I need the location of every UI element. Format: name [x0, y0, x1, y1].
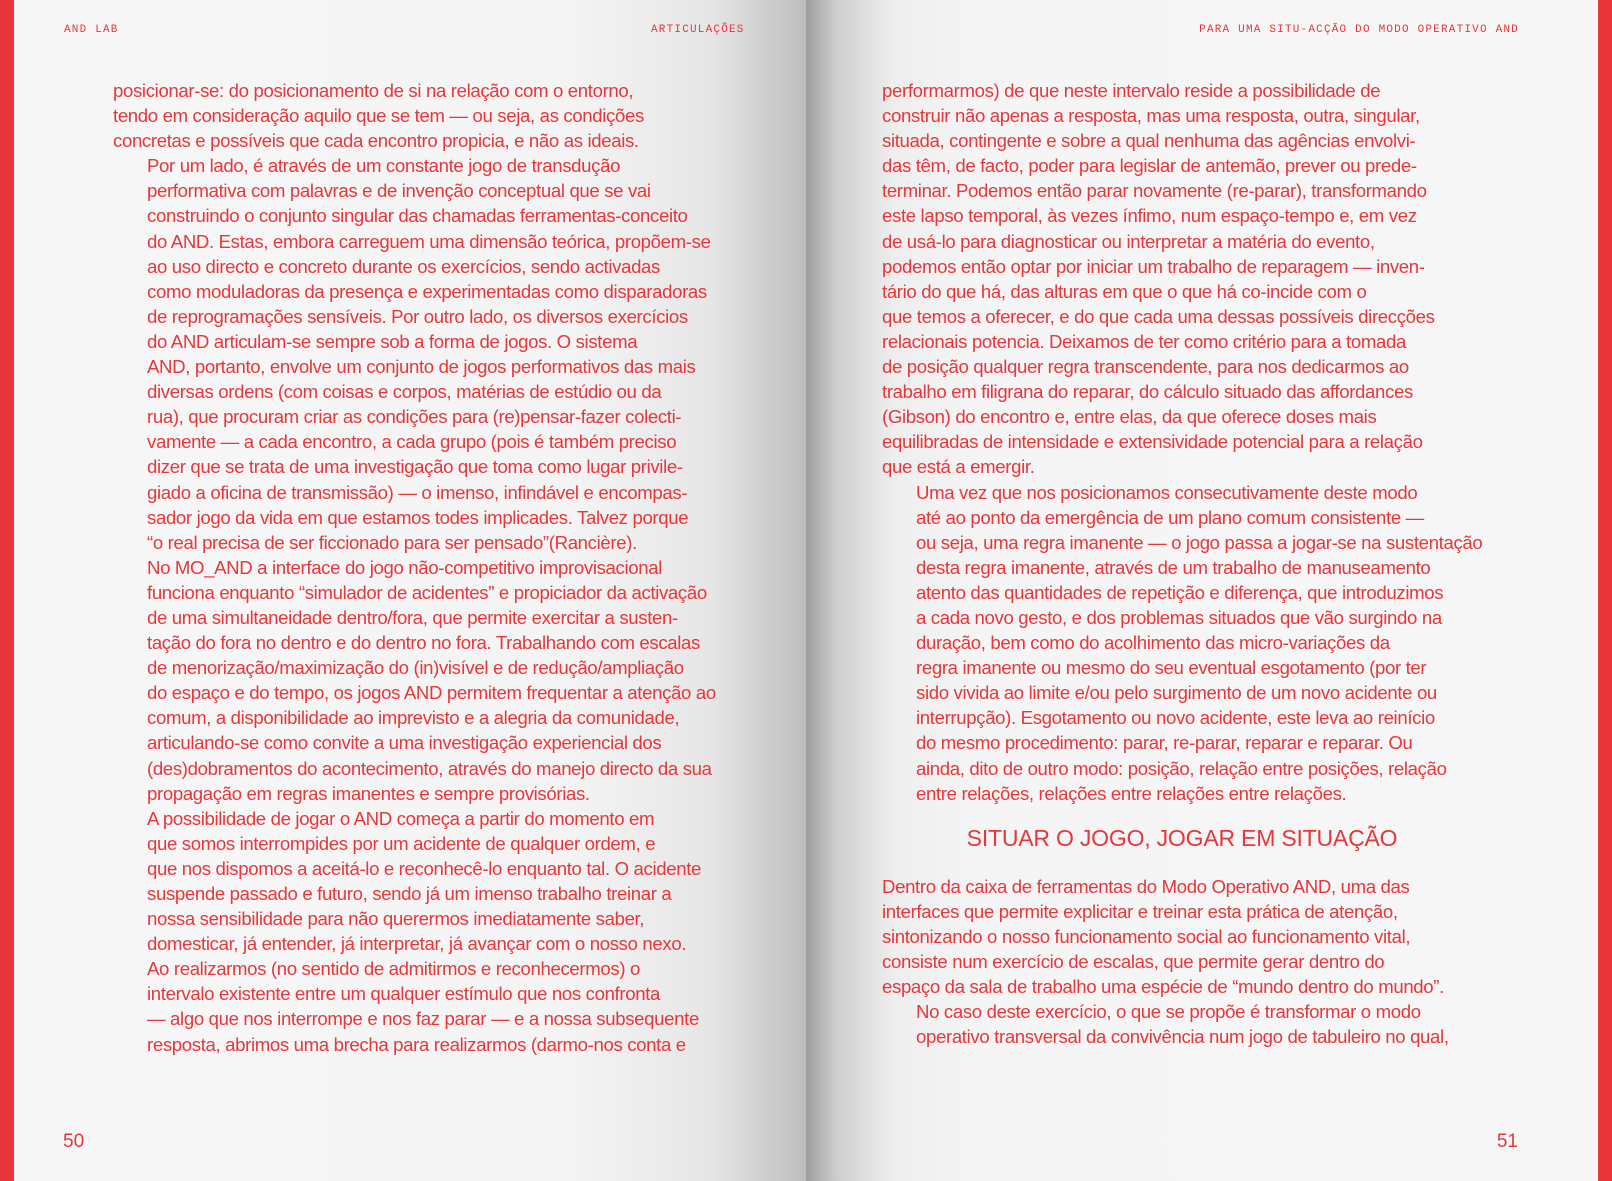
paragraph — [113, 153, 713, 555]
text-line: do AND. Estas, embora carreguem uma dimensão teórica, propõem-se — [147, 230, 711, 252]
paragraph — [882, 480, 1482, 806]
text-line: a cada novo gesto, e dos problemas situados que vão surgindo na — [916, 606, 1442, 628]
text-line: tendo em consideração aquilo que se tem — ou seja, as condições — [113, 105, 644, 127]
text-line: (des)dobramentos do acontecimento, através do manejo directo da sua — [147, 757, 712, 779]
section-heading: SITUAR O JOGO, JOGAR EM SITUAÇÃO — [966, 824, 1398, 851]
right-page — [806, 0, 1598, 1181]
text-line: vamente — a cada encontro, a cada grupo (pois é também preciso — [147, 431, 677, 453]
text-line: Dentro da caixa de ferramentas do Modo Operativo AND, uma das — [882, 875, 1410, 897]
right-body-text — [882, 78, 1482, 1049]
text-line: diversas ordens (com coisas e corpos, matérias de estúdio ou da — [147, 381, 662, 403]
text-line: que nos dispomos a aceitá-lo e reconhecê-lo enquanto tal. O acidente — [147, 857, 702, 879]
text-line: A possibilidade de jogar o AND começa a partir do momento em — [147, 807, 655, 829]
running-header-right: PARA UMA SITU-ACÇÃO DO MODO OPERATIVO AND — [1199, 24, 1519, 36]
text-line: intervalo existente entre um qualquer estímulo que nos confronta — [147, 983, 661, 1005]
text-line: como moduladoras da presença e experimentadas como disparadoras — [147, 280, 707, 302]
text-line: funciona enquanto “simulador de acidentes” e propiciador da activação — [147, 581, 707, 603]
text-line: de uma simultaneidade dentro/fora, que permite exercitar a susten- — [147, 606, 678, 628]
page-number-left: 50 — [63, 1131, 85, 1152]
text-line: do AND articulam-se sempre sob a forma de jogos. O sistema — [147, 330, 638, 352]
text-line: interrupção). Esgotamento ou novo acidente, este leva ao reinício — [916, 707, 1435, 729]
page-number-right: 51 — [1496, 1131, 1518, 1152]
text-line: consiste num exercício de escalas, que permite gerar dentro do — [882, 951, 1385, 972]
text-line: de menorização/maximização do (in)visível e de redução/ampliação — [147, 657, 684, 679]
text-line: trabalho em filigrana do reparar, do cálculo situado das affordances — [882, 381, 1413, 403]
text-line: terminar. Podemos então parar novamente (re-parar), transformando — [882, 180, 1427, 202]
text-line: rua), que procuram criar as condições para (re)pensar-fazer colecti- — [147, 406, 682, 428]
text-line: situada, contingente e sobre a qual nenhuma das agências envolvi- — [882, 130, 1416, 152]
text-line: de posição qualquer regra transcendente, para nos dedicarmos ao — [882, 356, 1409, 378]
text-line: AND, portanto, envolve um conjunto de jogos performativos das mais — [147, 356, 696, 378]
text-line: domesticar, já entender, já interpretar, já avançar com o nosso nexo. — [147, 933, 687, 955]
text-line: concretas e possíveis que cada encontro propicia, e não as ideais. — [113, 130, 639, 152]
text-line: No caso deste exercício, o que se propõe é transformar o modo — [916, 1001, 1421, 1023]
text-line: Ao realizarmos (no sentido de admitirmos e reconhecermos) o — [147, 958, 640, 980]
text-line: atento das quantidades de repetição e diferença, que introduzimos — [916, 581, 1444, 603]
text-line: ainda, dito de outro modo: posição, relação entre posições, relação — [916, 757, 1447, 779]
text-line: espaço da sala de trabalho uma espécie de “mundo dentro do mundo”. — [882, 976, 1444, 998]
text-line: do espaço e do tempo, os jogos AND permitem frequentar a atenção ao — [147, 682, 716, 704]
text-line: dizer que se trata de uma investigação que toma como lugar privile- — [147, 456, 683, 478]
text-line: construir não apenas a resposta, mas uma resposta, outra, singular, — [882, 105, 1420, 127]
left-page — [14, 0, 806, 1181]
text-line: giado a oficina de transmissão) — o imenso, infindável e encompas- — [147, 481, 688, 503]
text-line: equilibradas de intensidade e extensividade potencial para a relação — [882, 431, 1423, 453]
text-line: desta regra imanente, através de um trabalho de manuseamento — [916, 556, 1431, 578]
text-line: tação do fora no dentro e do dentro no fora. Trabalhando com escalas — [147, 632, 700, 654]
text-line: ao uso directo e concreto durante os exercícios, sendo activadas — [147, 255, 660, 277]
text-line: (Gibson) do encontro e, entre elas, da que oferece doses mais — [882, 406, 1377, 428]
text-line: resposta, abrimos uma brecha para realizarmos (darmo-nos conta e — [147, 1033, 686, 1055]
text-line: performarmos) de que neste intervalo reside a possibilidade de — [882, 80, 1381, 101]
text-line: nossa sensibilidade para não querermos imediatamente saber, — [147, 908, 645, 930]
right-paragraphs-after — [882, 874, 1482, 1050]
text-line: Por um lado, é através de um constante jogo de transdução — [147, 155, 621, 177]
text-line: regra imanente ou mesmo do seu eventual esgotamento (por ter — [916, 657, 1427, 679]
text-line: No MO_AND a interface do jogo não-competitivo improvisacional — [147, 556, 663, 578]
text-line: performativa com palavras e de invenção conceptual que se vai — [147, 180, 651, 202]
text-line: duração, bem como do acolhimento das micro-variações da — [916, 632, 1390, 654]
text-line: que está a emergir. — [882, 456, 1035, 478]
text-line: tário do que há, das alturas em que o que há co-incide com o — [882, 280, 1367, 302]
text-line: sador jogo da vida em que estamos todes implicades. Talvez porque — [147, 506, 689, 528]
running-header-section: ARTICULAÇÕES — [651, 24, 745, 36]
paragraph — [882, 874, 1482, 999]
text-line: podemos então optar por iniciar um trabalho de reparagem — inven- — [882, 255, 1425, 277]
text-line: propagação em regras imanentes e sempre provisórias. — [147, 782, 590, 804]
text-line: que temos a oferecer, e do que cada uma dessas possíveis direcções — [882, 305, 1435, 327]
text-line: do mesmo procedimento: parar, re-parar, reparar e reparar. Ou — [916, 732, 1413, 754]
text-line: operativo transversal da convivência num jogo de tabuleiro no qual, — [916, 1026, 1449, 1048]
right-paragraphs-before — [882, 78, 1482, 806]
text-line: Uma vez que nos posicionamos consecutivamente deste modo — [916, 481, 1418, 503]
text-line: sido vivida ao limite e/ou pelo surgimento de um novo acidente ou — [916, 682, 1437, 704]
text-line: até ao ponto da emergência de um plano comum consistente — — [916, 506, 1424, 528]
paragraph — [113, 555, 716, 806]
text-line: que somos interrompides por um acidente de qualquer ordem, e — [147, 832, 656, 854]
text-line: este lapso temporal, às vezes ínfimo, num espaço-tempo e, em vez — [882, 205, 1417, 227]
text-line: “o real precisa de ser ficcionado para ser pensado”(Rancière). — [147, 531, 637, 553]
text-line: construindo o conjunto singular das chamadas ferramentas-conceito — [147, 205, 688, 227]
text-line: comum, a disponibilidade ao imprevisto e a alegria da comunidade, — [147, 707, 680, 729]
paragraph — [113, 806, 713, 1057]
left-body-text — [113, 78, 716, 1057]
text-line: sintonizando o nosso funcionamento social ao funcionamento vital, — [882, 925, 1411, 947]
paragraph — [882, 999, 1482, 1049]
book-spread — [14, 0, 1598, 1181]
text-line: interfaces que permite explicitar e treinar esta prática de atenção, — [882, 900, 1398, 922]
text-line: de usá-lo para diagnosticar ou interpretar a matéria do evento, — [882, 230, 1375, 252]
paragraph — [882, 78, 1482, 480]
paragraph — [113, 78, 713, 153]
text-line: entre relações, relações entre relações entre relações. — [916, 782, 1347, 804]
text-line: relacionais potencia. Deixamos de ter como critério para a tomada — [882, 330, 1406, 352]
text-line: suspende passado e futuro, sendo já um imenso trabalho treinar a — [147, 883, 672, 904]
text-line: articulando-se como convite a uma investigação experiencial dos — [147, 732, 662, 754]
text-line: posicionar-se: do posicionamento de si na relação com o entorno, — [113, 80, 634, 101]
text-line: — algo que nos interrompe e nos faz parar — e a nossa subsequente — [147, 1008, 699, 1030]
text-line: ou seja, uma regra imanente — o jogo passa a jogar-se na sustentação — [916, 531, 1483, 553]
text-line: das têm, de facto, poder para legislar de antemão, prever ou prede- — [882, 155, 1417, 177]
text-line: de reprogramações sensíveis. Por outro lado, os diversos exercícios — [147, 305, 688, 327]
running-header-left: AND LAB — [64, 24, 119, 36]
